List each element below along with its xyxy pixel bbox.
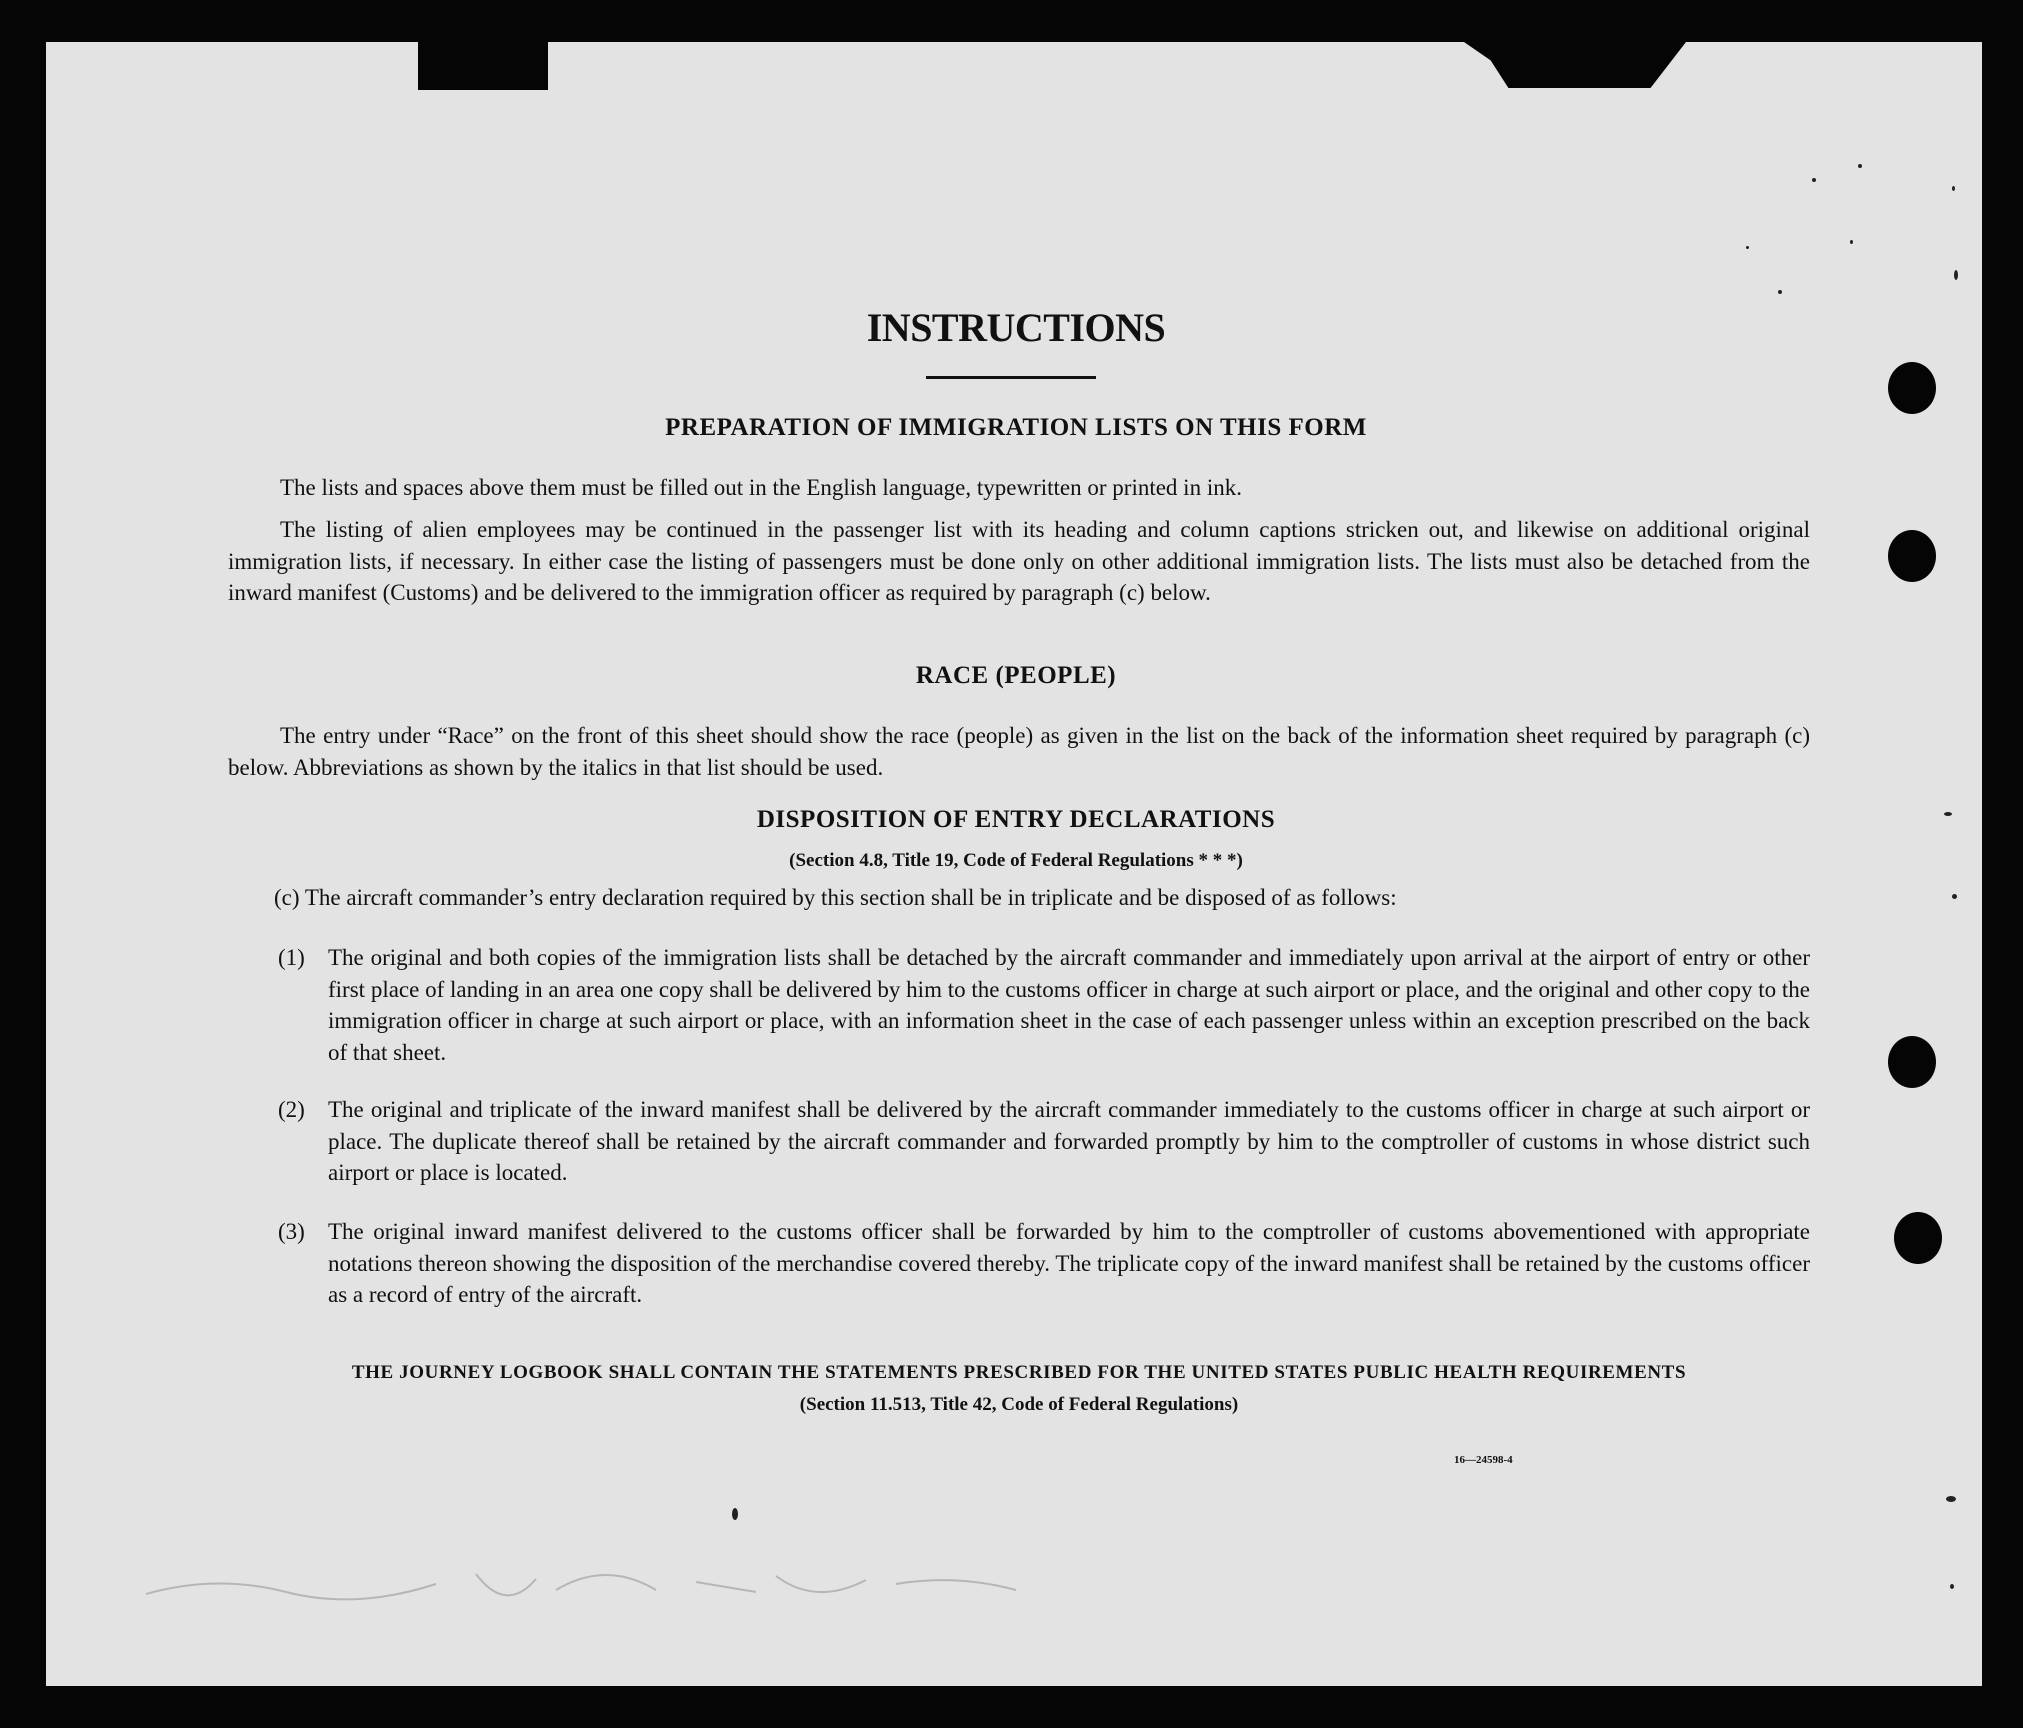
punch-hole-3	[1888, 1036, 1936, 1088]
disposition-item-1	[278, 942, 1810, 1068]
footer-citation: (Section 11.513, Title 42, Code of Federal Regulations)	[799, 1394, 1239, 1415]
item-number: (2)	[278, 1097, 305, 1122]
item-number: (3)	[278, 1219, 305, 1244]
punch-hole-1	[1888, 362, 1936, 414]
item-number: (1)	[278, 945, 305, 970]
page-title: INSTRUCTIONS	[866, 305, 1166, 350]
item-text: The original and triplicate of the inward manifest shall be delivered by the aircraft commander immediately to the customs officer in charge at such airport or place. The duplicate thereof shall be retained by the aircraft commander and forwarded promptly by him to the comptroller of customs in whose district such airport or place is located.	[328, 1097, 1810, 1185]
section-heading-race: RACE (PEOPLE)	[915, 662, 1117, 689]
top-notch-left	[418, 42, 548, 90]
speck	[1954, 270, 1958, 280]
speck	[1952, 894, 1957, 899]
section-heading-disposition: DISPOSITION OF ENTRY DECLARATIONS	[756, 806, 1276, 833]
top-notch-right	[1464, 42, 1686, 88]
race-paragraph: The entry under “Race” on the front of this sheet should show the race (people) as given in the list on the back of the information sheet required by paragraph (c) below. Abbreviations as shown by the italics in that list should be used.	[228, 723, 1810, 780]
speck	[1950, 1584, 1954, 1589]
footer-statement: THE JOURNEY LOGBOOK SHALL CONTAIN THE STATEMENTS PRESCRIBED FOR THE UNITED STATES PUBLIC HEALTH REQUIREMENTS	[351, 1362, 1687, 1383]
speck	[732, 1508, 738, 1520]
punch-hole-2	[1888, 530, 1936, 582]
speck	[1850, 240, 1853, 244]
speck	[1952, 186, 1955, 191]
preparation-paragraph-1: The lists and spaces above them must be filled out in the English language, typewritten or printed in ink.	[280, 475, 1242, 500]
item-text: The original inward manifest delivered to the customs officer shall be forwarded by him to the comptroller of customs abovementioned with appropriate notations thereon showing the disposition of the merchandise covered thereby. The triplicate copy of the inward manifest shall be retained by the customs officer as a record of entry of the aircraft.	[328, 1219, 1810, 1307]
disposition-item-3	[278, 1216, 1810, 1311]
section-heading-preparation: PREPARATION OF IMMIGRATION LISTS ON THIS FORM	[665, 414, 1367, 441]
speck	[1778, 290, 1782, 294]
item-text: The original and both copies of the immigration lists shall be detached by the aircraft commander and immediately upon arrival at the airport of entry or other first place of landing in an area one copy shall be delivered by him to the customs officer in charge at such airport or place, and the original and other copy to the immigration officer in charge at such airport or place, with an information sheet in the case of each passenger unless within an exception prescribed on the back of that sheet.	[328, 945, 1810, 1065]
preparation-paragraph-2: The listing of alien employees may be continued in the passenger list with its heading and column captions stricken out, and likewise on additional original immigration lists, if necessary. In either case the listing of passengers must be done only on other additional immigration lists. The lists must also be detached from the inward manifest (Customs) and be delivered to the immigration officer as required by paragraph (c) below.	[228, 517, 1810, 605]
speck	[1746, 246, 1749, 249]
speck	[1858, 164, 1862, 168]
title-underline	[926, 376, 1096, 379]
faint-handwriting-mark	[136, 1554, 1036, 1614]
disposition-item-2	[278, 1094, 1810, 1189]
punch-hole-4	[1894, 1212, 1942, 1264]
disposition-citation: (Section 4.8, Title 19, Code of Federal Regulations * * *)	[789, 850, 1243, 871]
speck	[1812, 178, 1816, 182]
disposition-intro: (c) The aircraft commander’s entry declaration required by this section shall be in triplicate and be disposed of as follows:	[274, 885, 1397, 910]
speck	[1946, 1496, 1956, 1502]
form-number: 16—24598-4	[1454, 1454, 1513, 1466]
document-page	[46, 42, 1982, 1686]
